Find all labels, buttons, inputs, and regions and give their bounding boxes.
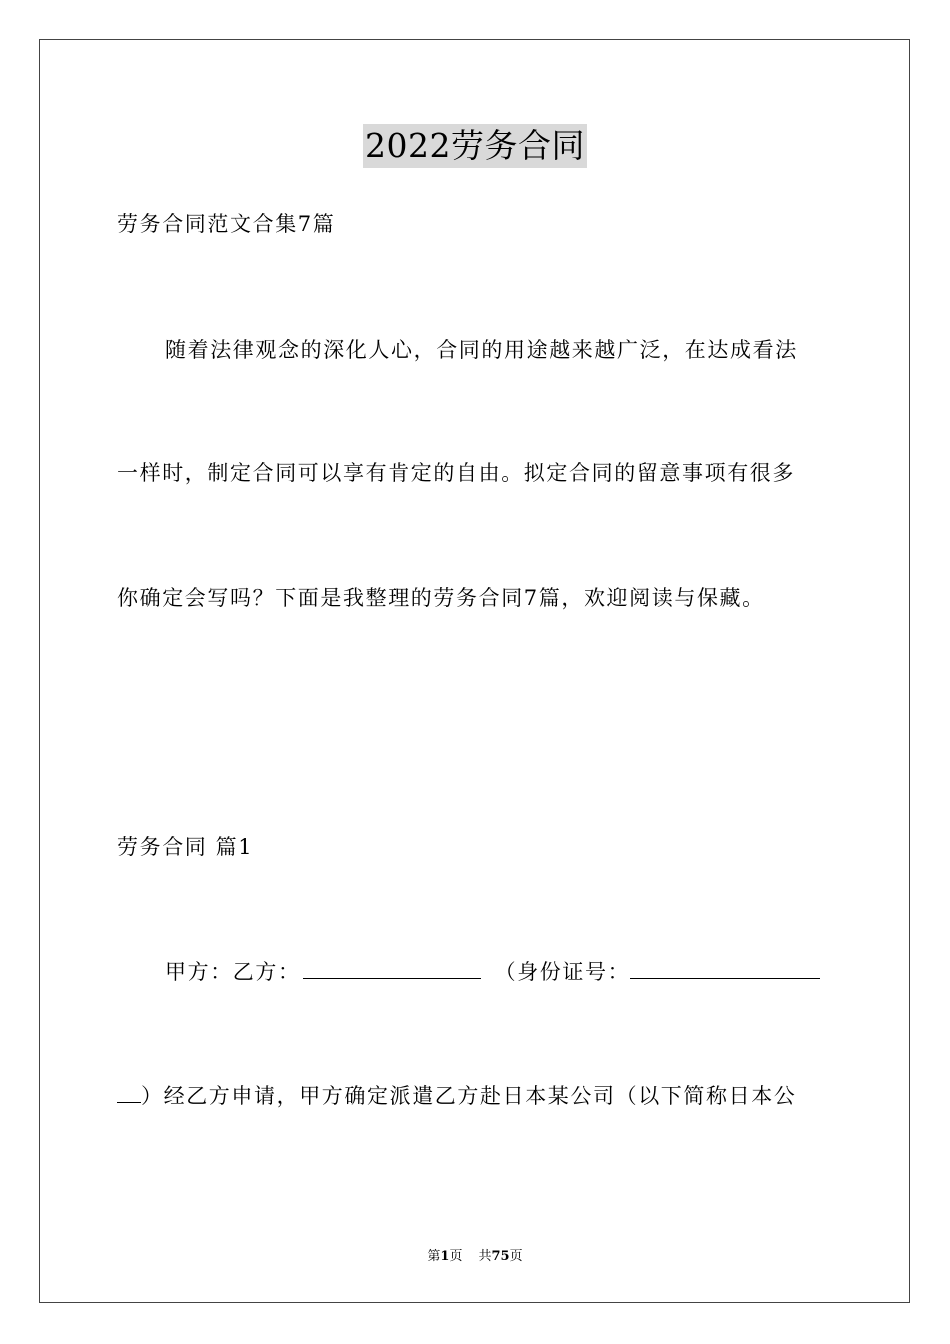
footer-page-prefix: 第	[427, 1249, 441, 1264]
footer-page-current: 1	[440, 1249, 450, 1264]
title-container	[0, 124, 950, 168]
id-number-blank	[630, 958, 820, 979]
continuation-text: ）经乙方申请，甲方确定派遣乙方赴日本某公司（以下简称日本公	[141, 1084, 797, 1108]
footer-total-prefix: 共	[478, 1249, 492, 1264]
intro-paragraph-line-3: 你确定会写吗？下面是我整理的劳务合同7篇，欢迎阅读与保藏。	[117, 586, 765, 610]
party-b-name-blank	[303, 958, 481, 979]
footer-total-unit: 页	[509, 1249, 523, 1264]
footer-page-unit: 页	[449, 1249, 463, 1264]
footer-page-total: 75	[491, 1249, 510, 1264]
party-line	[165, 957, 820, 987]
id-number-blank-cont	[117, 1082, 141, 1103]
document-title: 2022劳务合同	[363, 124, 587, 168]
page-footer	[0, 1248, 950, 1266]
intro-paragraph-line-2: 一样时，制定合同可以享有肯定的自由。拟定合同的留意事项有很多	[117, 461, 795, 485]
intro-paragraph-line-1: 随着法律观念的深化人心，合同的用途越来越广泛，在达成看法	[165, 338, 798, 362]
document-subtitle: 劳务合同范文合集7篇	[117, 212, 336, 236]
id-number-label: （身份证号：	[494, 960, 631, 984]
section-heading: 劳务合同 篇1	[117, 835, 254, 859]
party-label: 甲方：乙方：	[165, 960, 301, 984]
continuation-line	[117, 1081, 796, 1111]
